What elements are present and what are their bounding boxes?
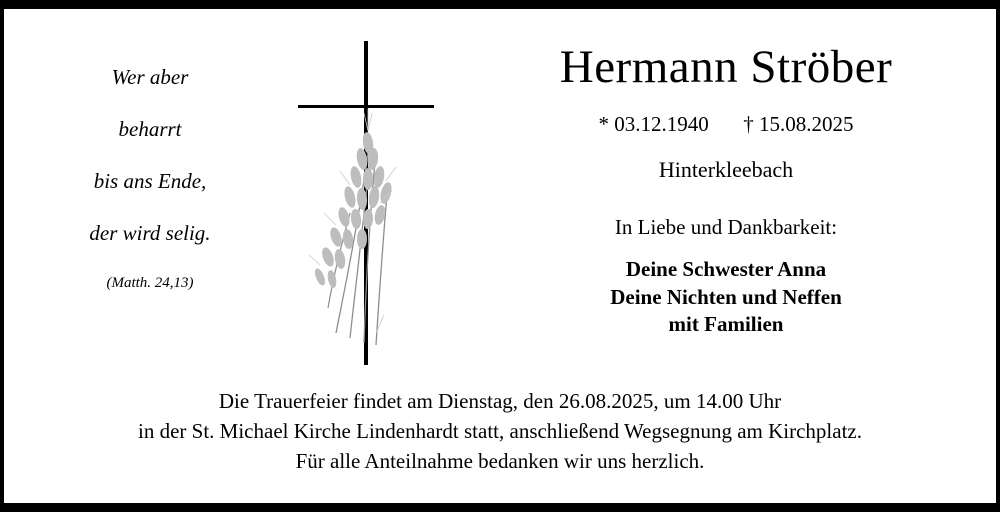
notice-top-section (4, 9, 996, 375)
verse-reference: (Matth. 24,13) (106, 275, 194, 291)
verse-line-4: der wird selig. (89, 221, 211, 245)
life-dates (466, 112, 986, 137)
death-symbol: † (743, 112, 754, 137)
wheat-sheaf-icon (309, 109, 396, 345)
verse-line-2: beharrt (118, 117, 182, 141)
place-name: Hinterkleebach (658, 157, 794, 183)
funeral-details (4, 387, 996, 476)
verse-line-1: Wer aber (111, 65, 189, 89)
funeral-line-1: Die Trauerfeier findet am Dienstag, den 26.08.2025, um 14.00 Uhr (218, 389, 782, 413)
deceased-name: Hermann Ströber (559, 41, 893, 93)
deceased-details (466, 43, 986, 338)
family-block (466, 256, 986, 338)
death-date: 15.08.2025 (759, 112, 854, 137)
family-line-1: Deine Schwester Anna (625, 257, 827, 282)
birth-date: 03.12.1940 (614, 112, 709, 137)
birth-symbol: * (598, 112, 609, 137)
notice-inner (4, 9, 996, 503)
dedication-intro: In Liebe und Dankbarkeit: (614, 215, 838, 240)
verse-line-3: bis ans Ende, (93, 169, 207, 193)
bible-verse-block (40, 67, 260, 292)
funeral-line-3: Für alle Anteilnahme bedanken wir uns herzlich. (295, 448, 705, 473)
family-line-2: Deine Nichten und Neffen (610, 284, 842, 309)
family-line-3: mit Familien (668, 311, 784, 336)
cross-and-wheat-emblem (276, 33, 446, 373)
funeral-line-2: in der St. Michael Kirche Lindenhardt statt, anschließend Wegsegnung am Kirchplatz. (138, 418, 862, 443)
